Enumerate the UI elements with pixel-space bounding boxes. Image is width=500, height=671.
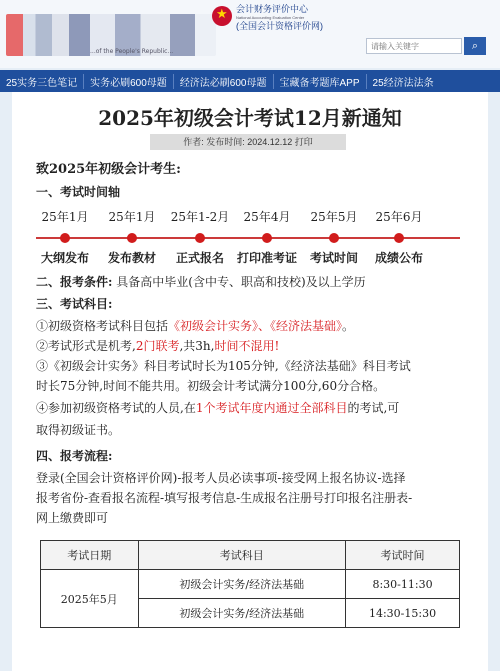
greeting: 致2025年初级会计考生: [36,162,181,177]
article-title: 2025年初级会计考试12月新通知 [98,106,402,130]
nav-item-3[interactable]: 经济法必刷600母题 [174,74,274,89]
subject-cell: 初级会计实务/经济法基础 [138,599,346,628]
timeline-event: 正式报名 [175,251,224,265]
time-cell: 8:30-11:30 [346,570,460,599]
text: 。 [342,319,355,333]
nav-item-2[interactable]: 实务必刷600母题 [84,74,174,89]
eligibility-text: 具备高中毕业(含中专、职高和技校)及以上学历 [116,275,366,289]
timeline-date: 25年6月 [375,210,423,224]
highlight-text: 时间不混用! [214,339,280,353]
text: ,共3h, [179,339,215,353]
text: ①初级资格考试科目包括 [36,319,169,333]
timeline-dot [127,233,137,243]
text: ④参加初级资格考试的人员,在 [36,401,196,415]
subjects-line-5 [36,398,399,418]
timeline-date: 25年4月 [243,210,291,224]
timeline-date: 25年1月 [41,210,89,224]
time-cell: 14:30-15:30 [346,599,460,628]
highlight-text: 1个考试年度内通过全部科目 [195,401,348,415]
timeline-dot [195,233,205,243]
nav-item-5[interactable]: 25经济法法条 [372,77,434,89]
logo-subtext: ...of the People's Republic... [90,48,174,55]
search-button[interactable] [464,37,486,55]
section-subjects-title: 三、考试科目: [36,297,113,311]
subjects-line-6: 取得初级证书。 [36,423,121,437]
timeline-dot [262,233,272,243]
site-header [0,0,500,68]
section-process-title: 四、报考流程: [36,449,113,463]
timeline-date: 25年5月 [310,210,358,224]
table-header-row [41,541,460,570]
timeline-date: 25年1-2月 [170,210,230,224]
table-row [41,570,460,599]
highlight-text: 2门联考 [135,339,180,353]
star-icon: ★ [216,7,228,22]
section-eligibility [36,272,366,292]
subject-cell: 初级会计实务/经济法基础 [138,570,346,599]
subjects-line-3: ③《初级会计实务》科目考试时长为105分钟,《经济法基础》科目考试 [36,359,411,373]
section-eligibility-title: 二、报考条件: [36,275,113,289]
subjects-line-2 [36,336,279,356]
text: 的考试,可 [347,401,400,415]
process-line-2: 报考省份-查看报名流程-填写报考信息-生成报名注册号打印报名注册表- [36,491,413,505]
section-timeline-title: 一、考试时间轴 [36,185,121,199]
timeline-event: 发布教材 [107,251,156,265]
column-header: 考试时间 [346,541,460,570]
timeline-dot [329,233,339,243]
timeline-dot [60,233,70,243]
article-meta: 作者: 发布时间: 2024.12.12 打印 [150,134,346,150]
text: ②考试形式是机考, [36,339,136,353]
emblem-icon [212,6,232,26]
timeline-event: 考试时间 [309,251,358,265]
timeline-dot [394,233,404,243]
top-nav [0,70,500,92]
process-line-1: 登录(全国会计资格评价网)-报考人员必读事项-接受网上报名协议-选择 [36,471,406,485]
org-name: 会计财务评价中心 [236,4,309,14]
process-line-3: 网上缴费即可 [36,511,109,525]
search-icon: ⌕ [471,39,479,52]
column-header: 考试科目 [138,541,346,570]
timeline-event: 打印准考证 [236,251,297,265]
timeline-event: 成绩公布 [374,251,423,265]
nav-item-1[interactable]: 25实务三色笔记 [0,74,84,89]
org-en: National Accounting Evaluation Center [236,15,305,20]
exam-schedule-table [40,540,460,628]
subjects-line-1 [36,316,354,336]
highlight-text: 《初级会计实务》、《经济法基础》 [168,319,343,333]
org-title [236,4,323,32]
exam-date-cell: 2025年5月 [41,570,139,628]
timeline-event: 大纲发布 [40,251,89,265]
column-header: 考试日期 [41,541,139,570]
subjects-line-4: 时长75分钟,时间不能共用。初级会计考试满分100分,60分合格。 [36,379,386,393]
org-sub: (全国会计资格评价网) [236,21,323,31]
search-input[interactable] [366,38,462,54]
nav-item-4[interactable]: 宝藏备考题库APP [274,74,367,89]
timeline-date: 25年1月 [108,210,156,224]
